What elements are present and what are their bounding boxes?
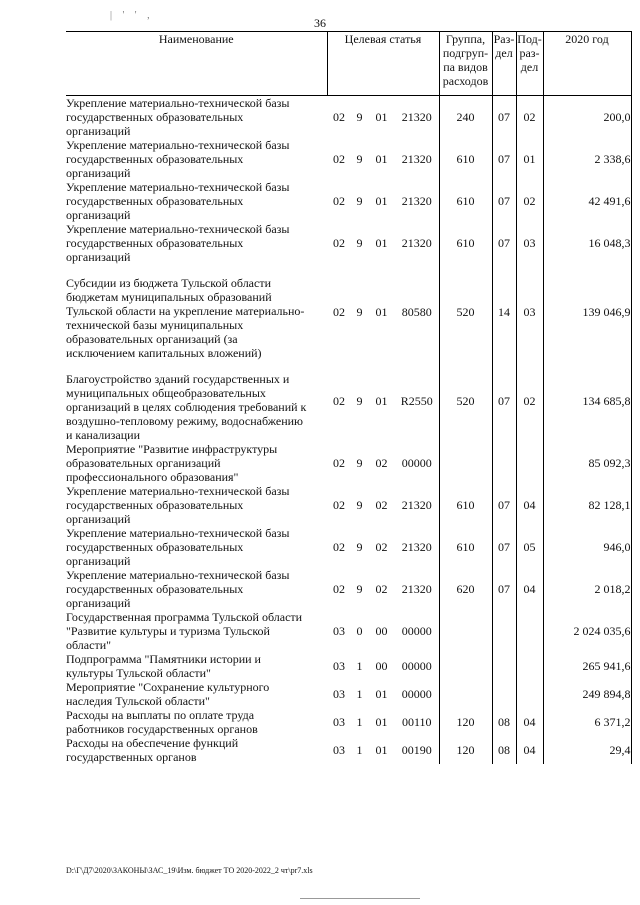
row-name-line: государственных органов — [66, 750, 197, 764]
row-name — [66, 442, 327, 484]
amount-2020: 85 092,3 — [543, 442, 631, 484]
expense-group: 610 — [439, 526, 492, 568]
row-name — [66, 180, 327, 222]
target-subprogram: 9 — [356, 194, 363, 208]
target-direction: 21320 — [401, 498, 432, 512]
row-name-line: организаций — [66, 208, 131, 222]
expense-group — [439, 680, 492, 708]
subsection-code: 04 — [516, 736, 543, 764]
row-name-line: и канализации — [66, 428, 140, 442]
section-code: 08 — [492, 736, 516, 764]
table-row — [66, 484, 631, 526]
expense-group: 120 — [439, 736, 492, 764]
row-name-line: области" — [66, 638, 112, 652]
target-subprogram: 0 — [356, 624, 363, 638]
row-name-line: Расходы на обеспечение функций — [66, 736, 239, 750]
row-name-line: организаций — [66, 512, 131, 526]
row-name — [66, 96, 327, 139]
row-name — [66, 708, 327, 736]
table-row — [66, 222, 631, 264]
subsection-code — [516, 680, 543, 708]
section-code: 07 — [492, 138, 516, 180]
expense-group — [439, 442, 492, 484]
target-event: 01 — [375, 715, 388, 729]
target-program: 02 — [333, 456, 345, 470]
target-subprogram: 9 — [356, 152, 363, 166]
table-row — [66, 708, 631, 736]
row-name-line: Укрепление материально-технической базы — [66, 484, 290, 498]
row-name — [66, 680, 327, 708]
target-direction: 21320 — [401, 152, 432, 166]
row-name-line: Расходы на выплаты по оплате труда — [66, 708, 255, 722]
target-direction: 21320 — [401, 236, 432, 250]
amount-2020: 82 128,1 — [543, 484, 631, 526]
target-subprogram: 1 — [356, 743, 363, 757]
expense-group: 610 — [439, 222, 492, 264]
row-name-line: профессионального образования" — [66, 470, 239, 484]
target-event: 02 — [375, 540, 388, 554]
page-number: 36 — [314, 16, 326, 30]
header-group-line: подгруп- — [442, 46, 489, 60]
table-row — [66, 96, 631, 139]
expense-group: 520 — [439, 264, 492, 360]
target-event: 01 — [375, 110, 388, 124]
target-event: 02 — [375, 456, 388, 470]
row-name-line: образовательных организаций (за — [66, 332, 238, 346]
target-event: 00 — [375, 659, 388, 673]
table-row — [66, 736, 631, 764]
row-name-line: организаций — [66, 554, 131, 568]
subsection-code: 01 — [516, 138, 543, 180]
section-code — [492, 442, 516, 484]
subsection-code: 03 — [516, 264, 543, 360]
target-subprogram: 1 — [356, 715, 363, 729]
target-subprogram: 9 — [356, 540, 363, 554]
target-direction: 80580 — [401, 305, 432, 319]
subsection-code — [516, 610, 543, 652]
target-subprogram: 9 — [356, 456, 363, 470]
row-name-line: государственных образовательных — [66, 582, 244, 596]
header-group-line: расходов — [442, 74, 489, 88]
row-name — [66, 222, 327, 264]
row-name-line: государственных образовательных — [66, 194, 244, 208]
target-direction: 00000 — [401, 659, 432, 673]
row-name — [66, 652, 327, 680]
section-code: 08 — [492, 708, 516, 736]
subsection-code: 05 — [516, 526, 543, 568]
row-name-line: государственных образовательных — [66, 110, 244, 124]
row-name-line: технической базы муниципальных — [66, 318, 244, 332]
header-group-line: па видов — [443, 60, 488, 74]
row-name-line: бюджетам муниципальных образований — [66, 290, 272, 304]
amount-2020: 200,0 — [543, 96, 631, 139]
table-row — [66, 568, 631, 610]
table-row — [66, 442, 631, 484]
header-year: 2020 год — [543, 32, 631, 96]
expense-group: 610 — [439, 484, 492, 526]
subsection-code: 04 — [516, 568, 543, 610]
expense-group: 240 — [439, 96, 492, 139]
row-name — [66, 360, 327, 442]
section-code: 07 — [492, 180, 516, 222]
target-direction: 21320 — [401, 540, 432, 554]
row-name-line: организаций — [66, 250, 131, 264]
subsection-code: 04 — [516, 708, 543, 736]
target-direction: 00110 — [401, 715, 432, 729]
scan-marks: | ' ' , — [110, 10, 154, 21]
amount-2020: 29,4 — [543, 736, 631, 764]
row-name — [66, 138, 327, 180]
row-name-line: организаций — [66, 166, 131, 180]
table-row — [66, 264, 631, 360]
section-code: 07 — [492, 360, 516, 442]
section-code — [492, 680, 516, 708]
target-program: 02 — [333, 394, 345, 408]
header-section-line: Раз- — [493, 32, 515, 46]
row-name-line: воздушно-тепловому режиму, водоснабжению — [66, 414, 304, 428]
table-row — [66, 526, 631, 568]
target-program: 02 — [333, 498, 345, 512]
row-name-line: образовательных организаций — [66, 456, 221, 470]
row-name-line: культуры Тульской области" — [66, 666, 211, 680]
row-name-line: наследия Тульской области" — [66, 694, 210, 708]
header-target: Целевая статья — [327, 32, 439, 96]
subsection-code: 02 — [516, 96, 543, 139]
row-name-line: Мероприятие "Сохранение культурного — [66, 680, 270, 694]
table-row — [66, 610, 631, 652]
amount-2020: 2 018,2 — [543, 568, 631, 610]
target-direction: 00000 — [401, 687, 432, 701]
amount-2020: 2 338,6 — [543, 138, 631, 180]
expense-group: 610 — [439, 180, 492, 222]
target-direction: 00190 — [401, 743, 432, 757]
row-name-line: государственных образовательных — [66, 498, 244, 512]
target-subprogram: 9 — [356, 236, 363, 250]
header-subsection-line: дел — [520, 60, 539, 74]
target-event: 00 — [375, 624, 388, 638]
section-code: 07 — [492, 222, 516, 264]
table-row — [66, 652, 631, 680]
subsection-code: 04 — [516, 484, 543, 526]
section-code — [492, 610, 516, 652]
expense-group: 610 — [439, 138, 492, 180]
amount-2020: 134 685,8 — [543, 360, 631, 442]
section-code: 07 — [492, 568, 516, 610]
table-row — [66, 680, 631, 708]
target-program: 02 — [333, 152, 345, 166]
table-row — [66, 360, 631, 442]
row-name-line: муниципальных общеобразовательных — [66, 386, 266, 400]
row-name-line: Государственная программа Тульской области — [66, 610, 303, 624]
target-event: 02 — [375, 498, 388, 512]
row-name-line: исключением капитальных вложений) — [66, 346, 262, 360]
row-name — [66, 264, 327, 360]
target-program: 03 — [333, 743, 345, 757]
budget-table — [66, 31, 632, 764]
amount-2020: 6 371,2 — [543, 708, 631, 736]
target-direction: 21320 — [401, 582, 432, 596]
target-subprogram: 1 — [356, 659, 363, 673]
row-name-line: Благоустройство зданий государственных и — [66, 372, 290, 386]
row-name-line: Укрепление материально-технической базы — [66, 526, 290, 540]
header-group-line: Группа, — [445, 32, 486, 46]
row-name-line: Субсидии из бюджета Тульской области — [66, 276, 272, 290]
target-event: 02 — [375, 582, 388, 596]
table-row — [66, 180, 631, 222]
row-name-line: государственных образовательных — [66, 540, 244, 554]
row-name — [66, 736, 327, 764]
target-direction: 00000 — [401, 456, 432, 470]
target-direction: 21320 — [401, 110, 432, 124]
row-name — [66, 526, 327, 568]
row-name-line: государственных образовательных — [66, 236, 244, 250]
header-subsection-line: раз- — [519, 46, 540, 60]
row-name-line: Укрепление материально-технической базы — [66, 96, 290, 110]
section-code: 14 — [492, 264, 516, 360]
target-program: 02 — [333, 582, 345, 596]
target-subprogram: 9 — [356, 110, 363, 124]
row-name-line: Укрепление материально-технической базы — [66, 138, 290, 152]
row-name-line: Тульской области на укрепление материально- — [66, 304, 305, 318]
amount-2020: 265 941,6 — [543, 652, 631, 680]
subsection-code — [516, 442, 543, 484]
expense-group — [439, 652, 492, 680]
target-event: 01 — [375, 743, 388, 757]
section-code: 07 — [492, 526, 516, 568]
target-program: 02 — [333, 305, 345, 319]
subsection-code: 02 — [516, 180, 543, 222]
row-name — [66, 568, 327, 610]
target-program: 03 — [333, 687, 345, 701]
row-name-line: работников государственных органов — [66, 722, 258, 736]
target-program: 02 — [333, 194, 345, 208]
amount-2020: 946,0 — [543, 526, 631, 568]
footer-divider — [300, 898, 420, 899]
row-name — [66, 610, 327, 652]
amount-2020: 42 491,6 — [543, 180, 631, 222]
target-subprogram: 9 — [356, 582, 363, 596]
target-direction: R2550 — [400, 394, 433, 408]
target-event: 01 — [375, 194, 388, 208]
target-program: 02 — [333, 540, 345, 554]
row-name-line: государственных образовательных — [66, 152, 244, 166]
target-program: 03 — [333, 659, 345, 673]
row-name-line: организаций — [66, 596, 131, 610]
target-direction: 21320 — [401, 194, 432, 208]
target-subprogram: 9 — [356, 498, 363, 512]
target-event: 01 — [375, 394, 388, 408]
row-name-line: Подпрограмма "Памятники истории и — [66, 652, 261, 666]
header-subsection — [516, 32, 543, 96]
subsection-code: 02 — [516, 360, 543, 442]
target-subprogram: 9 — [356, 305, 363, 319]
target-event: 01 — [375, 687, 388, 701]
row-name-line: Укрепление материально-технической базы — [66, 222, 290, 236]
table-row — [66, 138, 631, 180]
target-subprogram: 1 — [356, 687, 363, 701]
row-name-line: Мероприятие "Развитие инфраструктуры — [66, 442, 278, 456]
target-program: 03 — [333, 715, 345, 729]
row-name-line: организаций в целях соблюдения требований к — [66, 400, 307, 414]
row-name-line: Укрепление материально-технической базы — [66, 180, 290, 194]
row-name-line: "Развитие культуры и туризма Тульской — [66, 624, 270, 638]
target-event: 01 — [375, 236, 388, 250]
header-subsection-line: Под- — [517, 32, 542, 46]
expense-group: 620 — [439, 568, 492, 610]
target-program: 02 — [333, 110, 345, 124]
expense-group: 120 — [439, 708, 492, 736]
section-code: 07 — [492, 96, 516, 139]
target-direction: 00000 — [401, 624, 432, 638]
header-row — [66, 32, 631, 96]
row-name-line: организаций — [66, 124, 131, 138]
subsection-code — [516, 652, 543, 680]
amount-2020: 16 048,3 — [543, 222, 631, 264]
row-name — [66, 484, 327, 526]
target-subprogram: 9 — [356, 394, 363, 408]
row-name-line: Укрепление материально-технической базы — [66, 568, 290, 582]
subsection-code: 03 — [516, 222, 543, 264]
target-program: 03 — [333, 624, 345, 638]
expense-group — [439, 610, 492, 652]
footer-file-path: D:\Г\Д7\2020\ЗАКОНЫ\ЗАС_19\Изм. бюджет ТО 2020-2022_2 чт\pr7.xls — [66, 866, 313, 875]
section-code — [492, 652, 516, 680]
header-section-line: дел — [495, 46, 513, 60]
expense-group: 520 — [439, 360, 492, 442]
header-section — [492, 32, 516, 96]
target-event: 01 — [375, 305, 388, 319]
section-code: 07 — [492, 484, 516, 526]
header-name: Наименование — [66, 32, 327, 96]
header-group — [439, 32, 492, 96]
amount-2020: 139 046,9 — [543, 264, 631, 360]
target-event: 01 — [375, 152, 388, 166]
amount-2020: 249 894,8 — [543, 680, 631, 708]
amount-2020: 2 024 035,6 — [543, 610, 631, 652]
target-program: 02 — [333, 236, 345, 250]
